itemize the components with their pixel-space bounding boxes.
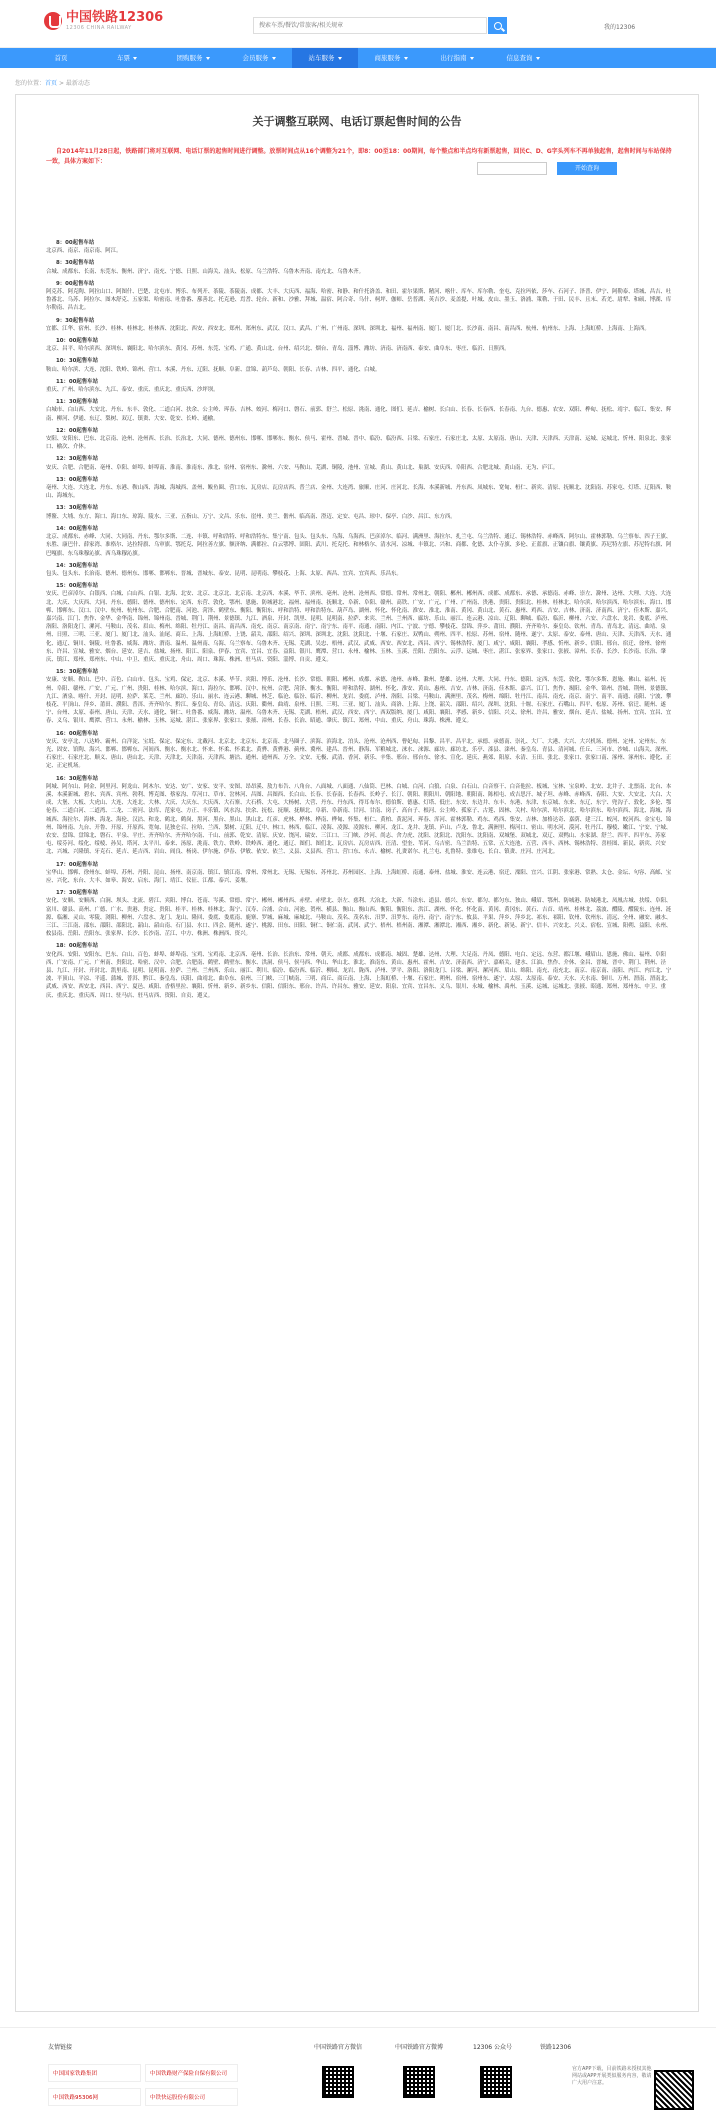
breadcrumb [0, 68, 716, 94]
schedule-time: 12：30起售车站 [56, 456, 98, 463]
nav-item[interactable] [160, 48, 226, 68]
schedule-group [46, 668, 672, 725]
qr-title-app: 铁路12306 [540, 2044, 572, 2051]
nav-item[interactable] [292, 48, 358, 68]
site-footer [0, 2027, 716, 2112]
schedule-group [46, 398, 672, 423]
schedule-time: 13：00起售车站 [56, 476, 98, 483]
schedule-group [46, 942, 672, 999]
schedule-group [46, 730, 672, 771]
schedule-stations: 安化、安顺、安顺西、白涧、坝头、北流、碧江、宾阳、博白、苍南、岑溪、常德、常宁、郴州、郴州西、赤壁、赤壁北、崇左、慈利、大冶北、大新、当涂东、道县、德兴、东安、都匀、都匀东、独山、峨眉、鄂州、防城港、防城港北、凤凰古城、扶绥、阜阳、富川、赣县、高州、广德、广水、贵港、贵定、贵阳、桂平、桂林、桂林北、海宁、汉寿、合浦、合山、河池、贺州、横县、衡山、衡山西、衡阳、衡阳东、洪江、湖州、怀化、怀化南、黄冈、黄冈东、黄石、吉首、靖州、桂林北、荔波、醴陵、醴陵东、连州、涟源、临湘、灵山、零陵、浏阳、柳州、六盘水、龙门、龙山、隆回、娄底、娄底南、鹿寨、罗城、麻城、麻城北、马鞍山、茂名、茂名东、汨罗、汨罗东、南丹、南宁、南宁东、攸县、平果、萍乡、萍乡北、祁东、祁阳、钦州、钦州东、清远、全州、融安、融水、三江、三江南、邵东、邵阳、邵阳北、韶山、韶山南、石门县、水口、四会、随州、遂宁、桃源、田东、田阳、铜仁、铜仁南、武冈、武宁、梧州、梧州南、湘潭、湘潭北、湘西、湘乡、新化、新晃、新宁、信丰、兴安北、兴义、宿松、宣城、阳朔、益阳、永州、攸县南、岳阳、岳阳东、张家界、长沙、长沙南、芷江、中方、株洲、株洲西、资兴。 [46, 898, 672, 938]
qr-title-weibo: 中国铁路官方微博 [395, 2044, 444, 2051]
search-icon [494, 22, 502, 30]
schedule-time: 16：00起售车站 [56, 730, 98, 737]
schedule-time: 8：00起售车站 [56, 240, 95, 246]
railway-logo-icon [44, 12, 62, 30]
nav-item-label: 商旅服务 [374, 54, 401, 62]
schedule-group [46, 427, 672, 452]
nav-item-label: 团购服务 [176, 54, 203, 62]
nav-item-label: 会员服务 [242, 54, 269, 62]
schedule-stations: 安康、安顺、鞍山、巴中、百色、白山市、包头、宝鸡、保定、北京、本溪、毕节、宾阳、博乐、沧州、长沙、常德、朝阳、郴州、成都、承德、池州、赤峰、滁州、楚雄、达州、大理、大同、丹东、德阳、定西、东莞、敦化、鄂尔多斯、恩施、佛山、福州、抚州、阜阳、赣州、广安、广元、广州、贵阳、桂林、哈尔滨、海口、海拉尔、邯郸、汉中、杭州、合肥、菏泽、衡水、衡阳、呼和浩特、湖州、怀化、淮安、黄山、惠州、吉安、吉林、济南、佳木斯、嘉兴、江门、焦作、揭阳、金华、锦州、晋城、荆州、景德镇、九江、酒泉、喀什、开封、昆明、拉萨、莱芜、兰州、廊坊、乐山、丽水、连云港、聊城、林芝、临沧、临汾、临沂、柳州、龙岩、娄底、泸州、洛阳、吕梁、马鞍山、满洲里、茂名、梅州、绵阳、牡丹江、南昌、南充、南京、南宁、南平、南通、南阳、宁波、攀枝花、平顶山、萍乡、莆田、濮阳、普洱、齐齐哈尔、黔江、秦皇岛、青岛、清远、庆阳、衢州、曲靖、泉州、日照、三明、三亚、厦门、汕头、商洛、上海、上饶、韶关、邵阳、绍兴、深圳、沈阳、十堰、石家庄、石嘴山、四平、松原、苏州、宿迁、随州、遂宁、台州、太原、泰州、唐山、天津、天水、通化、铜仁、吐鲁番、威海、潍坊、温州、乌鲁木齐、无锡、芜湖、梧州、武汉、西安、西宁、西双版纳、厦门、咸阳、襄阳、孝感、新乡、信阳、兴义、徐州、许昌、雅安、烟台、延吉、盐城、扬州、宜宾、宜昌、宜春、义乌、银川、鹰潭、营口、永州、榆林、玉林、运城、湛江、张家界、张家口、张掖、漳州、长春、长治、昭通、肇庆、镇江、郑州、中山、重庆、舟山、珠海、株洲、遵义。 [46, 677, 672, 725]
nav-item-label: 出行指南 [440, 54, 467, 62]
qr-title-wechat: 中国铁路官方微信 [314, 2044, 363, 2051]
page-title: 关于调整互联网、电话订票起售时间的公告 [252, 115, 462, 128]
schedule-group [46, 337, 672, 353]
schedule-group [46, 259, 672, 275]
schedule-stations: 合城、成都东、长南、东莞东、衡州、济宁、南充、宁德、日照、山海关、汕头、松原、乌兰浩特、乌鲁木齐南、南充北、乌鲁木齐。 [46, 268, 365, 275]
schedule-group [46, 775, 672, 857]
schedule-group [46, 861, 672, 886]
breadcrumb-current: 最新动态 [65, 80, 90, 87]
site-logo[interactable] [44, 11, 163, 31]
app-note: 官方APP下载，目前铁路未授权其他网站或APP开展类似服务内容，敬请广大用户注意。 [572, 2066, 652, 2086]
station-query [477, 162, 617, 175]
nav-item[interactable] [226, 48, 292, 68]
schedule-time: 10：30起售车站 [56, 358, 98, 365]
schedule-list [16, 167, 698, 1000]
schedule-time: 15：30起售车站 [56, 669, 98, 676]
nav-item[interactable] [94, 48, 160, 68]
top-links [604, 22, 639, 31]
schedule-group [46, 476, 672, 501]
schedule-time: 17：00起售车站 [56, 861, 98, 868]
announcement-article [15, 94, 699, 2012]
schedule-time: 14：00起售车站 [56, 525, 98, 532]
nav-item[interactable] [424, 48, 490, 68]
schedule-stations: 亳州、大连、大连北、丹东、东港、鞍山西、海城、海城西、盖州、鲅鱼圈、营口东、瓦房店、瓦房店西、普兰店、金州、大连湾、旅顺、庄河、庄河北、长海、本溪新城、丹东西、凤城东、宽甸、桓仁、新宾、清原、抚顺北、沈阳南、苏家屯、灯塔、辽阳西、鞍山、海城东。 [46, 485, 672, 500]
chevron-down-icon [338, 57, 342, 60]
schedule-time: 10：00起售车站 [56, 338, 98, 345]
schedule-stations: 包头、包头东、长治南、德州、德州东、邯郸、邯郸东、晋城、晋城东、泰安、昆明、昆明南、攀枝花、上海、太原、西昌、宜宾、宜宾西、乐昌东。 [46, 570, 402, 577]
schedule-time: 12：00起售车站 [56, 427, 98, 434]
partner-link[interactable]: 中国铁路财产保险自保有限公司 [145, 2064, 238, 2082]
schedule-stations: 阿城、阿尔山、阿金、阿里河、阿龙山、阿木尔、安达、安广、安家、安平、安图、昂昂溪、敖力布告、八角台、八面城、八面通、八仙筒、巴林、白城、白河、白狼、白泉、白石山、白音察干、白音他拉、板城、宝林、宝泉岭、北安、北井子、北票南、北台、本溪、本溪新城、碧水、宾西、宾州、勃利、博克图、蔡家沟、草河口、草市、岔林河、昌图、昌图西、长白山、长春、长春南、长春西、长岭子、长汀、朝阳、朝阳川、朝阳地、朝阳南、陈相屯、成吉思汗、城子坦、赤峰、赤峰西、春阳、大安、大安北、大白、大成、大堡、大板、大虎山、大连、大连北、大林、大庆、大庆东、大庆西、大石寨、大石桥、大屯、大杨树、大营、丹东、丹东西、得耳布尔、德伯斯、德惠、灯塔、低庄、东安、东边井、东丰、东港、东津、东京城、东来、东辽、东宁、兜沟子、敦化、多伦、鄂伦春、二道白河、二道湾、二龙、二密河、法库、范家屯、方正、丰乐镇、风水沟、扶余、抚松、抚顺、抚顺北、阜新、阜新南、甘河、甘南、岗子、高台子、根河、公主岭、孤家子、古莲、固林、关村、哈尔滨、哈尔滨北、哈尔滨东、哈尔滨西、海北、海城、海城西、海拉尔、海林、海龙、海伦、汉沽、和龙、鹤北、鹤岗、黑河、黑台、黑山、黑山北、红彦、虎林、桦林、桦南、桦甸、怀集、桓仁、黄柏、黄泥河、珲春、浑河、霍林郭勒、鸡东、鸡西、集安、吉林、加格达奇、嘉荫、建三江、蛟河、蛟河西、金宝屯、锦州、锦州南、九台、开鲁、开原、开原西、宽甸、昆独仑召、拉哈、兰西、梨树、辽阳、辽中、林口、林西、临江、凌海、凌源、凌源东、柳河、龙江、龙井、龙镇、庐山、卢龙、鲁北、满洲里、梅河口、密山、明水河、漠河、牡丹江、穆棱、嫩江、宁安、宁城、农安、盘锦、盘锦北、磐石、平泉、平庄、齐齐哈尔、齐齐哈尔南、千山、前郭、乾安、清原、庆安、饶河、瑞安、三江口、三门峡、沙河、尚志、舍力虎、沈阳、沈阳北、沈阳东、沈阳南、双城堡、双城北、双辽、双鸭山、水家湖、舒兰、四平、四平东、苏家屯、绥芬河、绥化、绥棱、孙吴、塔河、太平川、泰来、汤原、洮南、铁力、铁岭、铁岭西、通化、通辽、图们、图们北、瓦房店、瓦房店西、汪清、望奎、苇河、乌吉密、乌兰浩特、五常、五大连池、五营、西丰、西林、锡林浩特、喜桂图、新民、新宾、兴安北、兴城、兴隆镇、牙克石、延吉、延吉西、岩山、阎良、杨岗、伊尔施、伊春、伊敏、依安、依兰、义县、义县西、营口、营口东、永吉、榆树、扎赉诺尔、扎兰屯、扎鲁特、张维屯、长白、镇赉、庄河、庄河北。 [46, 783, 672, 856]
schedule-time: 8：30起售车站 [56, 260, 95, 267]
chevron-down-icon [536, 57, 540, 60]
schedule-stations: 北京西、南京、南京南、阿江。 [46, 248, 122, 255]
schedule-time: 13：30起售车站 [56, 505, 98, 512]
schedule-group [46, 455, 672, 471]
logo-title: 中国铁路12306 [66, 10, 164, 25]
schedule-stations: 北京、昌平、哈尔滨西、深圳东、襄阳北、哈尔滨东、黄冈、苏州、东莞、宝鸡、广通、黄山北、台州、绍兴北、烟台、青岛、淄博、潍坊、济南、济南西、泰安、曲阜东、枣庄、临沂、日照西。 [46, 346, 510, 353]
chevron-down-icon [272, 57, 276, 60]
schedule-stations: 安庆、巴彦淖尔、白银西、白城、白山西、白银、北海、北安、北京、北京北、北京南、北京西、本溪、毕节、滨州、亳州、沧州、沧州西、常德、常州、常州北、朝阳、郴州、郴州西、成都、成都东、承德、承德南、赤峰、崇左、滁州、达州、大理、大连、大连北、大庆、大庆西、大同、丹东、德阳、德州、德州东、定西、东营、敦化、鄂州、恩施、防城港北、福州、福州南、抚顺北、阜新、阜阳、赣州、高铁、广安、广元、广州、广州南、贵港、贵阳、贵阳北、桂林、桂林北、哈尔滨、哈尔滨西、哈尔滨东、海口、邯郸、邯郸东、汉口、汉中、杭州、杭州东、合肥、合肥南、河池、菏泽、鹤壁东、衡阳、衡阳东、呼和浩特、呼和浩特东、葫芦岛、湖州、怀化、怀化南、淮安、淮北、淮南、黄冈、黄山北、黄石、惠州、鸡西、吉安、吉林、济南、济南西、济宁、佳木斯、嘉兴、嘉兴南、江门、焦作、金华、金华南、锦州、锦州南、晋城、荆门、荆州、景德镇、九江、酒泉、开封、凯里、昆明、昆明南、拉萨、来宾、兰州、兰州西、廊坊、乐山、丽江、连云港、凉山、辽阳、聊城、临汾、临沂、柳州、六安、六盘水、龙岩、娄底、泸州、洛阳、洛阳龙门、漯河、马鞍山、茂名、眉山、梅州、绵阳、牡丹江、南昌、南昌西、南充、南京、南京南、南宁、南宁东、南平、南通、南阳、内江、宁波、宁德、攀枝花、盘锦、萍乡、莆田、濮阳、齐齐哈尔、秦皇岛、钦州、青岛、青岛北、清远、曲靖、泉州、日照、三明、三亚、厦门、厦门北、汕头、汕尾、商丘、上海、上海虹桥、上饶、韶关、邵阳、绍兴、深圳、深圳北、沈阳、沈阳北、十堰、石家庄、双鸭山、朔州、四平、松原、苏州、宿州、随州、遂宁、太原、泰安、泰州、唐山、天津、天津西、天水、通化、通辽、铜川、铜陵、吐鲁番、威海、潍坊、渭南、温州、温州南、乌海、乌兰察布、乌鲁木齐、无锡、芜湖、吴忠、梧州、武汉、武威、西安、西安北、西昌、西宁、锡林浩特、厦门、咸宁、咸阳、襄阳、孝感、忻州、新乡、信阳、邢台、宿迁、徐州、徐州东、许昌、宣城、雅安、烟台、延安、延吉、盐城、扬州、阳江、阳泉、伊春、宜宾、宜昌、宜春、益阳、银川、鹰潭、营口、永州、榆林、玉林、玉溪、岳阳、岳阳东、云浮、运城、枣庄、湛江、张家界、张家口、张掖、漳州、长春、长沙、长沙南、长治、肇庆、镇江、郑州、郑州东、中山、中卫、重庆、重庆北、舟山、周口、珠海、株洲、驻马店、资阳、淄博、自贡、遵义。 [46, 591, 672, 663]
schedule-time: 15：00起售车站 [56, 583, 98, 590]
schedule-stations: 宜都、江华、宿州、长沙、桂林、桂林北、桂林西、沈阳北、西安、西安北、郑州、郑州东、武汉、汉口、武昌、广州、广州南、深圳、深圳北、福州、福州南、厦门、厦门北、长沙南、南昌、南昌西、杭州、杭州东、上海、上海虹桥、上海南、上海西。 [46, 325, 650, 332]
schedule-stations: 宝华山、邯郸、徐州东、蚌埠、苏州、丹阳、昆山、扬州、南京南、镇江、镇江南、常州、常州北、无锡、无锡东、苏州北、苏州园区、上海、上海虹桥、南通、泰州、盐城、淮安、连云港、宿迁、溧阳、宜兴、江阴、张家港、常熟、太仓、金坛、句容、高邮、宝应、兴化、东台、大丰、如皋、海安、启东、海门、靖江、仪征、江都、泰兴、姜堰。 [46, 869, 672, 885]
account-qr-icon [480, 2066, 512, 2098]
nav-item-label: 车票 [117, 54, 130, 62]
schedule-stations: 鞍山、哈尔滨、大连、沈阳、铁岭、锦州、营口、本溪、丹东、辽阳、抚顺、阜新、盘锦、葫芦岛、朝阳、长春、吉林、四平、通化、白城。 [46, 366, 381, 373]
qr-title-12306-account: 12306 公众号 [473, 2044, 512, 2051]
weibo-qr-icon [403, 2066, 435, 2098]
station-query-input[interactable] [477, 162, 547, 175]
nav-item-label: 站车服务 [308, 54, 335, 62]
schedule-group [46, 317, 672, 333]
schedule-stations: 博鳌、大埔、东方、海口、海口东、琼海、陵水、三亚、五指山、万宁、文昌、乐东、崖州、美兰、儋州、临高南、澄迈、定安、屯昌、琼中、保亭、白沙、昌江、东方西。 [46, 513, 456, 520]
schedule-stations: 阿克苏、阿克陶、阿拉山口、阿图什、巴楚、北屯市、博乐、布列开、茶陵、茶陵南、成都、大丰、大庆西、福海、哈密、和静、和什托洛盖、和田、霍尔果斯、精河、喀什、库车、库尔勒、奎屯、克拉玛依、莎车、石河子、泽普、伊宁、阿勒泰、塔城、昌吉、吐鲁番北、乌苏、阿拉尔、图木舒克、五家渠、哈密南、吐鲁番、鄯善北、托克逊、焉耆、轮台、新和、沙雅、拜城、温宿、阿合奇、乌什、柯坪、伽师、岳普湖、英吉沙、麦盖提、叶城、皮山、墨玉、洛浦、策勒、于田、民丰、且末、若羌、尉犁、和硕、博湖、库尔勒南、昌吉北。 [46, 289, 672, 312]
chevron-down-icon [470, 57, 474, 60]
partner-link[interactable]: 中国铁路95306网 [48, 2088, 141, 2106]
schedule-stations: 重庆、广州、哈尔滨东、九江、泰安、重庆、重庆北、重庆西、沙坪坝。 [46, 387, 219, 394]
schedule-group [46, 504, 672, 520]
schedule-stations: 安化西、安阳、安阳东、巴东、白山、百色、蚌埠、蚌埠南、宝鸡、宝鸡南、北京西、亳州、长治、长治东、常州、朝天、成都、成都东、成都南、城固、楚雄、达州、大理、大足南、丹凤、德阳、电白、定远、东营、都江堰、峨眉山、恩施、佛山、福州、阜阳西、广安南、广元、广州南、贵阳北、哈密、汉中、合肥、合肥南、鹤壁、鹤壁东、衡水、洪洞、侯马、侯马西、华山、华山北、淮北、淮南东、黄山、惠州、霍州、吉安、济南西、济宁、嘉峪关、建水、江油、焦作、介休、金昌、晋城、晋中、荆门、荆州、泾县、九江、开封、开封北、凯里南、昆明、昆明南、拉萨、兰州、兰州西、乐山、丽江、利川、临汾、临汾西、临沂、柳园、龙岩、陇西、泸州、罗平、洛阳、洛阳龙门、吕梁、漯河、漯河西、眉山、绵阳、南充、南充北、南京、南京南、南阳、内江、内江北、宁波、平顶山、平凉、平遥、蒲城、普洱、黔江、秦皇岛、庆阳、曲靖北、曲阜东、泉州、三门峡、三门峡南、三明、商丘、商丘南、上海、上海虹桥、十堰、石家庄、朔州、宿州、宿州东、遂宁、太原、太原南、泰安、天水、天水南、铜川、万州、渭南、渭南北、武威、西安、西安北、西昌、西宁、夏邑、咸阳、香格里拉、襄阳、忻州、新乡、新乡东、信阳、信阳东、邢台、许昌、许昌东、雅安、延安、阳泉、宜宾、宜昌东、义乌、银川、永城、榆林、禹州、玉溪、运城、运城北、张掖、昭通、郑州、郑州东、中卫、重庆、重庆北、重庆西、周口、驻马店、驻马店西、资阳、自贡、遵义。 [46, 951, 672, 999]
breadcrumb-home[interactable]: 首页 [45, 80, 58, 87]
schedule-stations: 安庆、合肥、合肥南、亳州、阜阳、蚌埠、蚌埠南、淮南、淮南东、淮北、宿州、宿州东、滁州、六安、马鞍山、芜湖、铜陵、池州、宣城、黄山、黄山北、巢湖、安庆西、阜阳西、合肥北城、黄山南、无为、庐江。 [46, 464, 559, 471]
schedule-stations: 北京、成都东、赤峰、大同、大同南、丹东、鄂尔多斯、二连、丰镇、呼和浩特、呼和浩特东、集宁南、包头、包头东、乌海、乌海西、巴彦淖尔、临河、满洲里、海拉尔、扎兰屯、乌兰浩特、通辽、锡林浩特、赤峰西、阿尔山、霍林郭勒、乌兰察布、四子王旗、东胜、康巴什、薛家湾、准格尔、达拉特旗、乌审旗、鄂托克、阿拉善左旗、额济纳、满都拉、白云鄂博、固阳、武川、托克托、和林格尔、清水河、凉城、丰镇北、兴和、商都、化德、太仆寺旗、多伦、正蓝旗、正镶白旗、镶黄旗、苏尼特左旗、苏尼特右旗、阿巴嘎旗、东乌珠穆沁旗、西乌珠穆沁旗。 [46, 534, 672, 557]
partner-link[interactable]: 中铁快运股份有限公司 [145, 2088, 238, 2106]
schedule-stations: 白城市、白山西、大安北、丹东、东丰、敦化、二道白河、扶余、公主岭、珲春、吉林、蛟河、梅河口、磐石、前郭、舒兰、松原、洮南、通化、图们、延吉、榆树、长白山、长春、长春西、长春南、九台、德惠、农安、双阳、桦甸、抚松、靖宇、临江、集安、辉南、柳河、伊通、东辽、梨树、双辽、镇赉、大安、乾安、长岭、通榆。 [46, 407, 672, 422]
schedule-group [46, 562, 672, 578]
search-button[interactable] [488, 17, 507, 34]
nav-item[interactable] [358, 48, 424, 68]
schedule-time: 18：00起售车站 [56, 943, 98, 950]
schedule-stations: 安庆、安亭北、八达岭、霸州、白洋淀、宝坻、保定、保定东、北戴河、北京北、北京东、北京南、北马圈子、滨海、滨海北、泊头、沧州、沧州西、曹妃甸、昌黎、昌平、昌平北、承德、承德南、崇礼、大厂、大港、大兴、大兴机场、德州、定州、定州东、东光、固安、馆陶、海兴、邯郸、邯郸东、河间西、衡水、衡水北、怀来、怀柔、怀柔北、黄骅、黄骅港、蓟州、冀州、建昌、晋州、静海、军粮城北、涞水、涞源、廊坊、廊坊北、乐亭、滦县、滦州、秦皇岛、青县、清河城、任丘、三河市、沙城、山海关、深州、石家庄、石家庄北、顺义、唐山、唐山北、天津、天津北、天津南、天津西、塘沽、通州、通州西、万全、文安、无极、武清、香河、新乐、辛集、邢台、邢台东、徐水、宣化、延庆、燕郊、阳原、永清、玉田、张北、张家口、张家口南、涿州、涿州东、遵化、正定、正定机场。 [46, 738, 672, 770]
schedule-time: 9：30起售车站 [56, 317, 95, 324]
chevron-down-icon [404, 57, 408, 60]
schedule-time: 17：30起售车站 [56, 890, 98, 897]
schedule-time: 14：30起售车站 [56, 562, 98, 569]
nav-item-label: 首页 [54, 54, 68, 62]
site-header [0, 0, 716, 48]
schedule-group [46, 378, 672, 394]
breadcrumb-prefix: 您的位置： [15, 80, 46, 87]
schedule-time: 11：30起售车站 [56, 399, 98, 406]
nav-item-label: 信息查询 [506, 54, 533, 62]
announcement-intro: 自2014年11月28日起，铁路部门将对互联网、电话订票的起售时间进行调整。放票时间点从16个调整为21个，即8：00至18：00期间，每个整点和半点均有新票起售，回民C、D、G字头列车不再单独起售，起售时间与车站保持一致，具体方案如下： [46, 148, 672, 165]
nav-item[interactable] [28, 48, 94, 68]
app-qr-icon [654, 2070, 694, 2110]
schedule-group [46, 239, 672, 255]
schedule-group [46, 525, 672, 558]
schedule-time: 11：00起售车站 [56, 378, 98, 385]
breadcrumb-sep: > [57, 80, 66, 87]
schedule-group [46, 357, 672, 373]
chevron-down-icon [133, 57, 137, 60]
friend-links-title: 友情链接 [48, 2044, 73, 2051]
schedule-time: 16：30起售车站 [56, 775, 98, 782]
start-query-button[interactable]: 开始查询 [557, 162, 617, 175]
schedule-group [46, 280, 672, 313]
wechat-qr-icon [322, 2066, 354, 2098]
main-nav [0, 48, 716, 68]
schedule-group [46, 582, 672, 664]
partner-link[interactable]: 中国国家铁路集团 [48, 2064, 141, 2082]
logo-subtitle: 12306 CHINA RAILWAY [66, 25, 132, 31]
search-input[interactable] [253, 17, 487, 34]
schedule-time: 9：00起售车站 [56, 280, 95, 287]
nav-item[interactable] [490, 48, 556, 68]
schedule-stations: 安阳、安阳东、巴东、北京南、沧州、沧州西、长治、长治北、大同、德州、德州东、邯郸、邯郸东、衡水、侯马、霍州、晋城、晋中、临汾、临汾西、吕梁、石家庄、石家庄北、太原、太原南、唐山、天津、天津西、天津南、运城、运城北、忻州、阳泉北、张家口、榆次、介休。 [46, 436, 672, 451]
chevron-down-icon [206, 57, 210, 60]
my-12306-link[interactable]: 我的12306 [604, 24, 636, 31]
schedule-group [46, 889, 672, 938]
